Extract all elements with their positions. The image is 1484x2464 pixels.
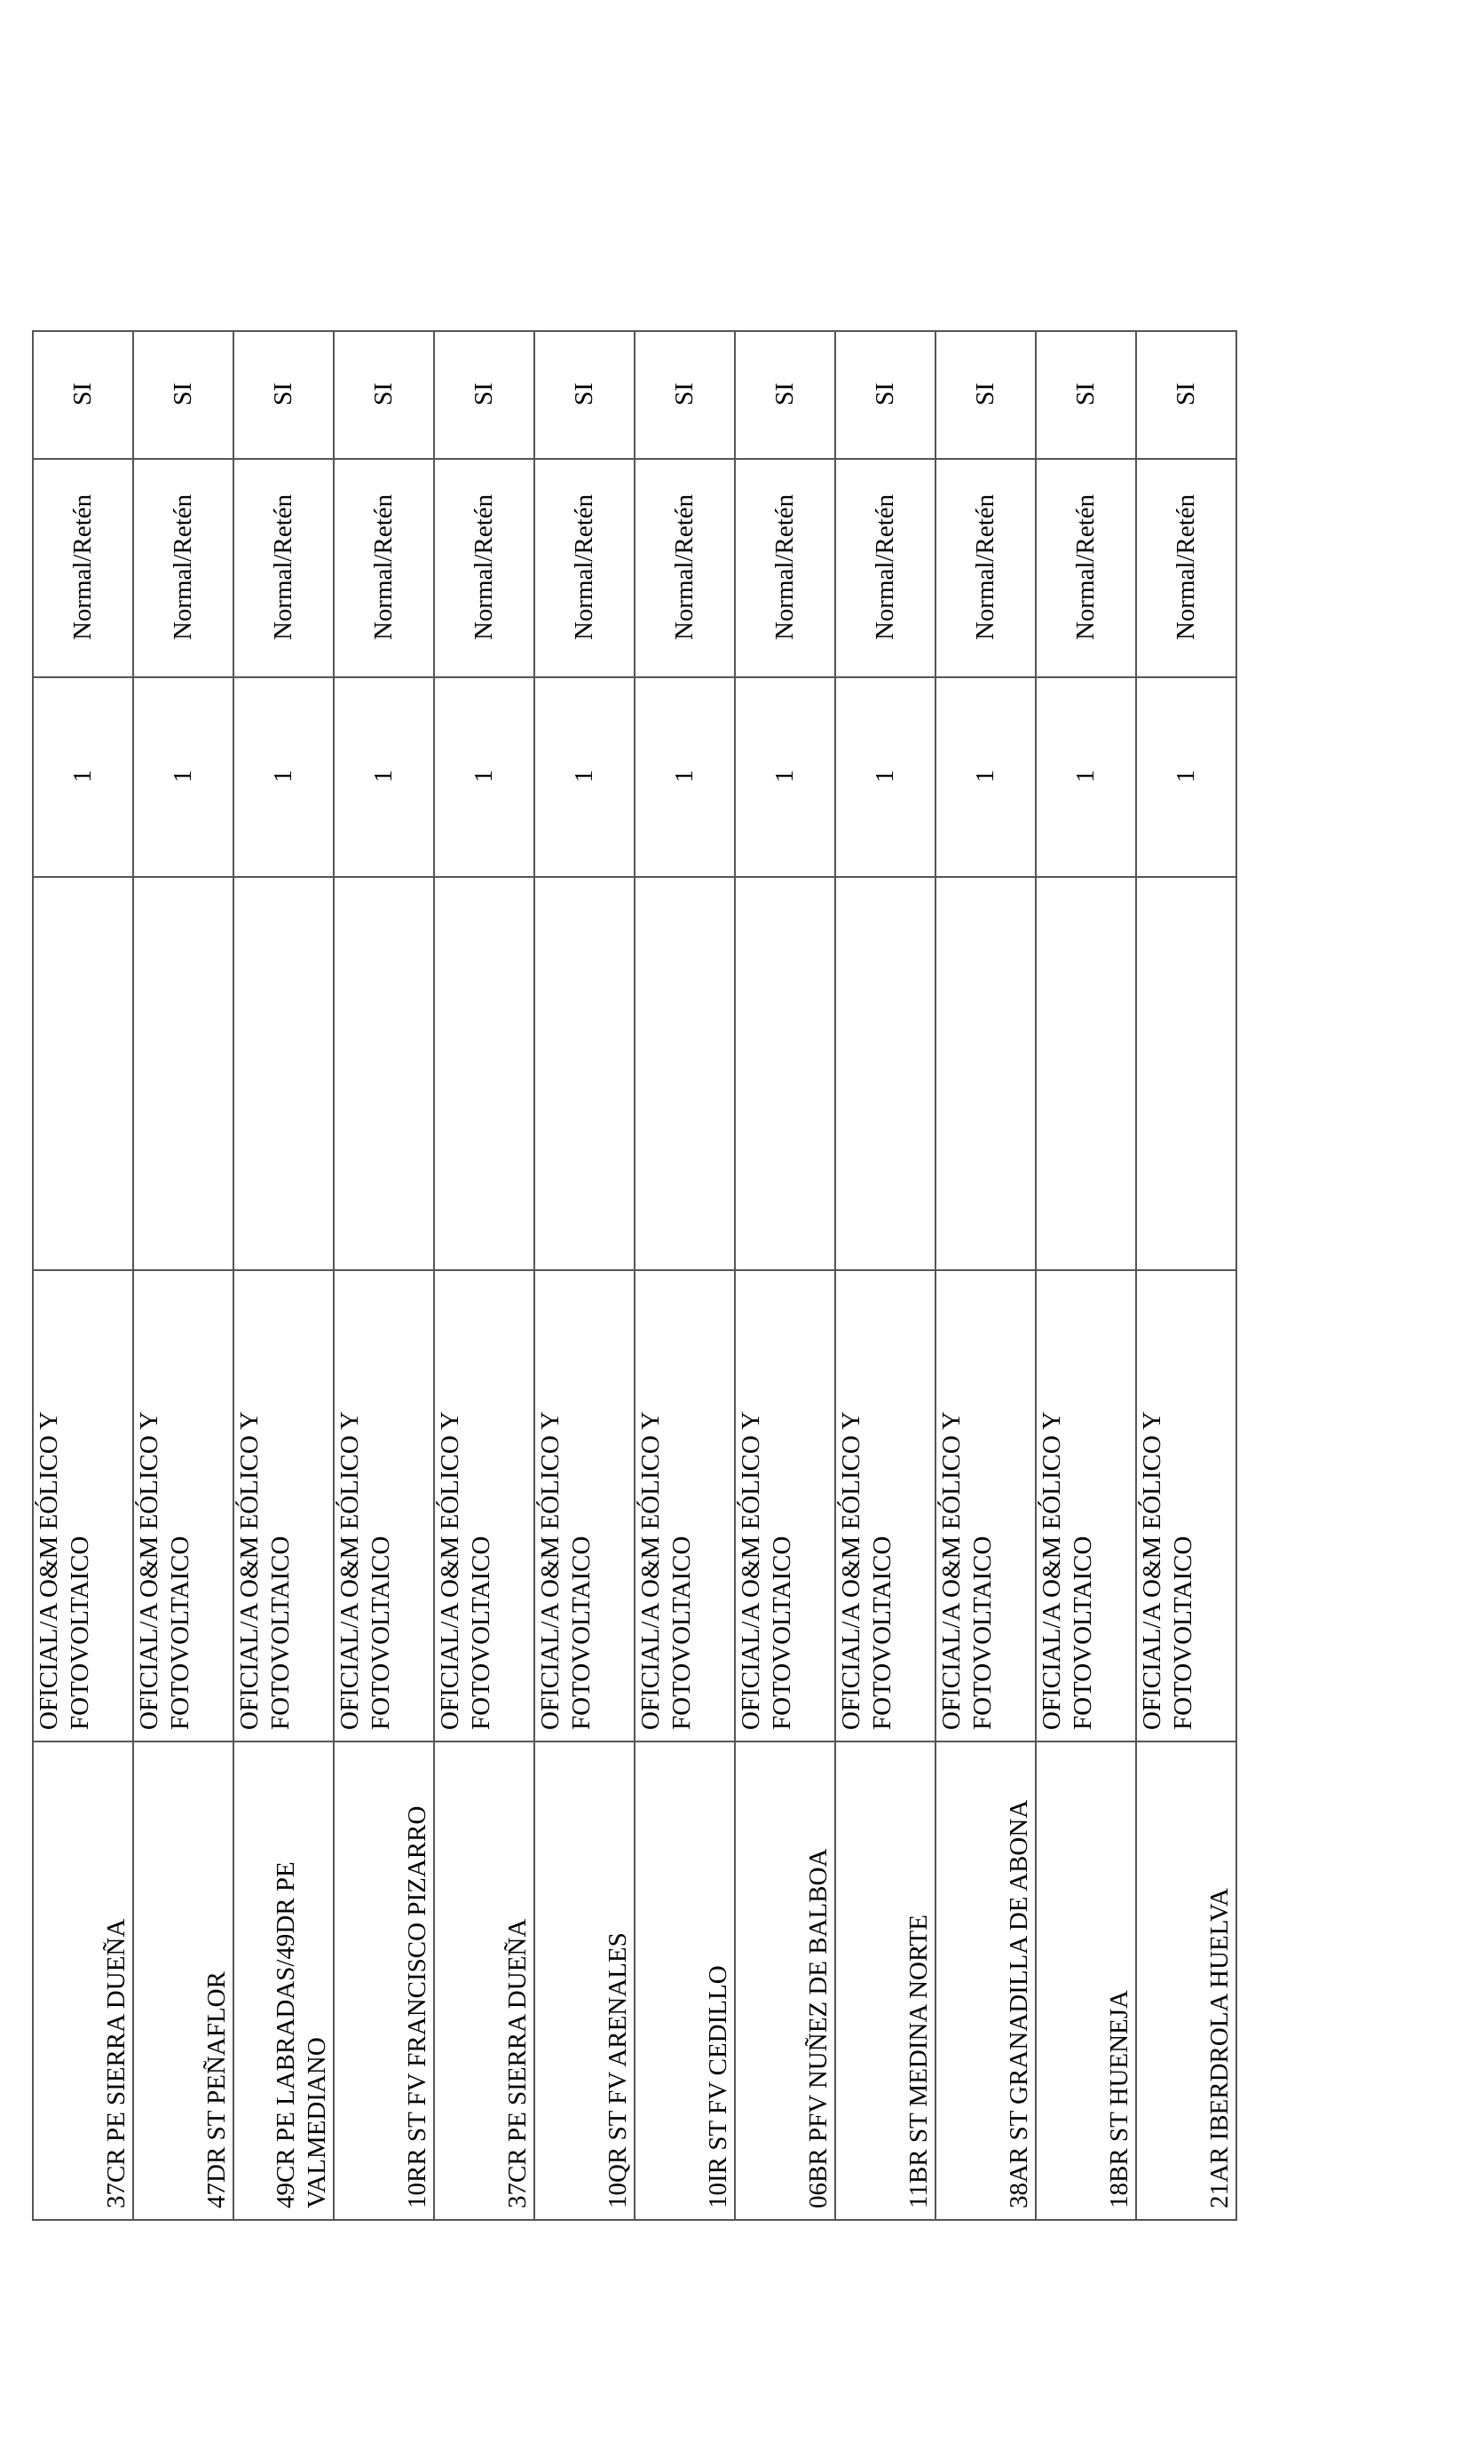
work-center-cell: 10IR ST FV CEDILLO	[635, 1741, 735, 2220]
quantity-cell: 1	[133, 677, 233, 877]
empty-cell	[835, 877, 935, 1270]
quantity-cell: 1	[635, 677, 735, 877]
rotated-page	[32, 332, 1282, 2221]
work-center-cell: 49CR PE LABRADAS/49DR PE VALMEDIANO	[233, 1741, 334, 2220]
shift-type-cell: Normal/Retén	[434, 459, 534, 677]
job-position-cell: OFICIAL/A O&M EÓLICO Y FOTOVOLTAICO	[1036, 1270, 1136, 1741]
shift-type-cell: Normal/Retén	[233, 459, 334, 677]
empty-cell	[133, 877, 233, 1270]
table-row	[133, 331, 233, 2220]
quantity-cell: 1	[434, 677, 534, 877]
positions-table-body	[33, 331, 1236, 2220]
table-row	[1036, 331, 1136, 2220]
table-row	[233, 331, 334, 2220]
quantity-cell: 1	[334, 677, 434, 877]
shift-type-cell: Normal/Retén	[1036, 459, 1136, 677]
quantity-cell: 1	[534, 677, 635, 877]
quantity-cell: 1	[233, 677, 334, 877]
flag-cell: SI	[835, 331, 935, 459]
quantity-cell: 1	[1136, 677, 1236, 877]
shift-type-cell: Normal/Retén	[534, 459, 635, 677]
table-row	[534, 331, 635, 2220]
empty-cell	[334, 877, 434, 1270]
shift-type-cell: Normal/Retén	[133, 459, 233, 677]
flag-cell: SI	[534, 331, 635, 459]
shift-type-cell: Normal/Retén	[635, 459, 735, 677]
shift-type-cell: Normal/Retén	[935, 459, 1036, 677]
empty-cell	[434, 877, 534, 1270]
empty-cell	[1036, 877, 1136, 1270]
quantity-cell: 1	[935, 677, 1036, 877]
empty-cell	[735, 877, 835, 1270]
job-position-cell: OFICIAL/A O&M EÓLICO Y FOTOVOLTAICO	[1136, 1270, 1236, 1741]
work-center-cell: 47DR ST PEÑAFLOR	[133, 1741, 233, 2220]
job-position-cell: OFICIAL/A O&M EÓLICO Y FOTOVOLTAICO	[835, 1270, 935, 1741]
empty-cell	[33, 877, 133, 1270]
job-position-cell: OFICIAL/A O&M EÓLICO Y FOTOVOLTAICO	[534, 1270, 635, 1741]
work-center-cell: 38AR ST GRANADILLA DE ABONA	[935, 1741, 1036, 2220]
quantity-cell: 1	[1036, 677, 1136, 877]
job-position-cell: OFICIAL/A O&M EÓLICO Y FOTOVOLTAICO	[233, 1270, 334, 1741]
flag-cell: SI	[735, 331, 835, 459]
work-center-cell: 37CR PE SIERRA DUEÑA	[33, 1741, 133, 2220]
flag-cell: SI	[1036, 331, 1136, 459]
shift-type-cell: Normal/Retén	[33, 459, 133, 677]
job-position-cell: OFICIAL/A O&M EÓLICO Y FOTOVOLTAICO	[935, 1270, 1036, 1741]
flag-cell: SI	[133, 331, 233, 459]
job-position-cell: OFICIAL/A O&M EÓLICO Y FOTOVOLTAICO	[334, 1270, 434, 1741]
empty-cell	[1136, 877, 1236, 1270]
work-center-cell: 10RR ST FV FRANCISCO PIZARRO	[334, 1741, 434, 2220]
table-row	[935, 331, 1036, 2220]
shift-type-cell: Normal/Retén	[735, 459, 835, 677]
quantity-cell: 1	[33, 677, 133, 877]
job-position-cell: OFICIAL/A O&M EÓLICO Y FOTOVOLTAICO	[133, 1270, 233, 1741]
table-row	[635, 331, 735, 2220]
work-center-cell: 18BR ST HUENEJA	[1036, 1741, 1136, 2220]
quantity-cell: 1	[735, 677, 835, 877]
shift-type-cell: Normal/Retén	[1136, 459, 1236, 677]
job-position-cell: OFICIAL/A O&M EÓLICO Y FOTOVOLTAICO	[434, 1270, 534, 1741]
flag-cell: SI	[334, 331, 434, 459]
shift-type-cell: Normal/Retén	[334, 459, 434, 677]
flag-cell: SI	[935, 331, 1036, 459]
job-position-cell: OFICIAL/A O&M EÓLICO Y FOTOVOLTAICO	[33, 1270, 133, 1741]
work-center-cell: 21AR IBERDROLA HUELVA	[1136, 1741, 1236, 2220]
flag-cell: SI	[233, 331, 334, 459]
quantity-cell: 1	[835, 677, 935, 877]
job-position-cell: OFICIAL/A O&M EÓLICO Y FOTOVOLTAICO	[735, 1270, 835, 1741]
table-row	[434, 331, 534, 2220]
flag-cell: SI	[33, 331, 133, 459]
job-position-cell: OFICIAL/A O&M EÓLICO Y FOTOVOLTAICO	[635, 1270, 735, 1741]
flag-cell: SI	[1136, 331, 1236, 459]
shift-type-cell: Normal/Retén	[835, 459, 935, 677]
empty-cell	[635, 877, 735, 1270]
table-row	[1136, 331, 1236, 2220]
work-center-cell: 10QR ST FV ARENALES	[534, 1741, 635, 2220]
flag-cell: SI	[434, 331, 534, 459]
work-center-cell: 06BR PFV NUÑEZ DE BALBOA	[735, 1741, 835, 2220]
work-center-cell: 11BR ST MEDINA NORTE	[835, 1741, 935, 2220]
empty-cell	[534, 877, 635, 1270]
empty-cell	[233, 877, 334, 1270]
table-row	[33, 331, 133, 2220]
positions-table	[32, 330, 1237, 2221]
table-row	[735, 331, 835, 2220]
table-row	[835, 331, 935, 2220]
work-center-cell: 37CR PE SIERRA DUEÑA	[434, 1741, 534, 2220]
table-row	[334, 331, 434, 2220]
empty-cell	[935, 877, 1036, 1270]
flag-cell: SI	[635, 331, 735, 459]
